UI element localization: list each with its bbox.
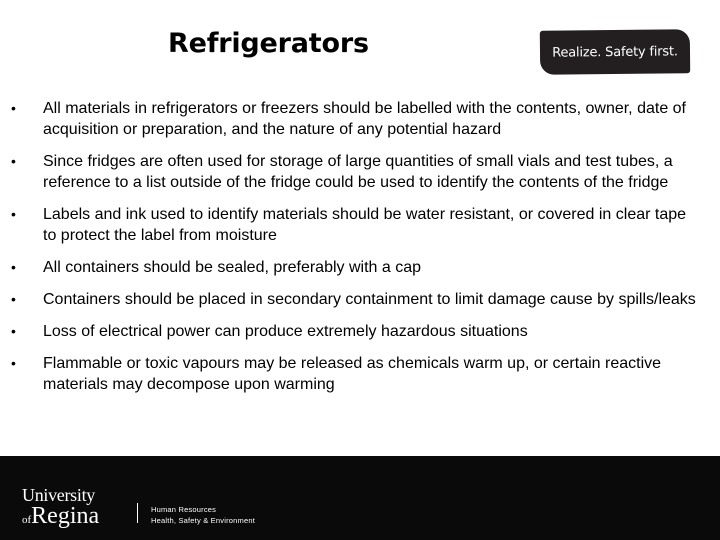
department-label: [151, 504, 255, 526]
bullet-item: • All containers should be sealed, preferably with a cap: [11, 259, 421, 276]
bullet-item: • Labels and ink used to identify materials should be water resistant, or covered in clear tape to protect the label from moisture: [11, 206, 687, 244]
footer-band: [0, 456, 720, 540]
university-logo-line1: University: [22, 485, 95, 505]
bullet-item: • Containers should be placed in secondary containment to limit damage cause by spills/leaks: [11, 291, 696, 308]
bullet-dot-icon: •: [11, 323, 16, 339]
bullet-dot-icon: •: [11, 153, 16, 169]
bullet-item: • Flammable or toxic vapours may be released as chemicals warm up, or certain reactive materials may decompose upon warming: [11, 355, 662, 393]
university-logo: [22, 486, 99, 528]
university-logo-line2: [22, 504, 99, 528]
bullet-dot-icon: •: [11, 355, 16, 371]
slide-title: Refrigerators: [168, 28, 369, 59]
bullet-dot-icon: •: [11, 291, 16, 307]
bullet-dot-icon: •: [11, 206, 16, 222]
bullet-dot-icon: •: [11, 100, 16, 116]
department-line2: Health, Safety & Environment: [151, 516, 255, 525]
bullet-list: [11, 98, 697, 406]
university-logo-of: of: [22, 514, 32, 526]
tagline-text: Realize. Safety first.: [552, 43, 678, 61]
bullet-item: • Since fridges are often used for storage of large quantities of small vials and test tubes, a reference to a list outside of the fridge could be used to identify the contents of the fridge: [11, 153, 673, 191]
footer-divider: [137, 503, 138, 523]
bullet-dot-icon: •: [11, 259, 16, 275]
safety-tagline-badge: [540, 29, 690, 75]
bullet-item: • Loss of electrical power can produce extremely hazardous situations: [11, 323, 528, 340]
bullet-item: • All materials in refrigerators or freezers should be labelled with the contents, owner, date of acquisition or preparation, and the nature of any potential hazard: [11, 100, 686, 138]
department-line1: Human Resources: [151, 505, 217, 514]
university-logo-regina: Regina: [31, 503, 100, 529]
